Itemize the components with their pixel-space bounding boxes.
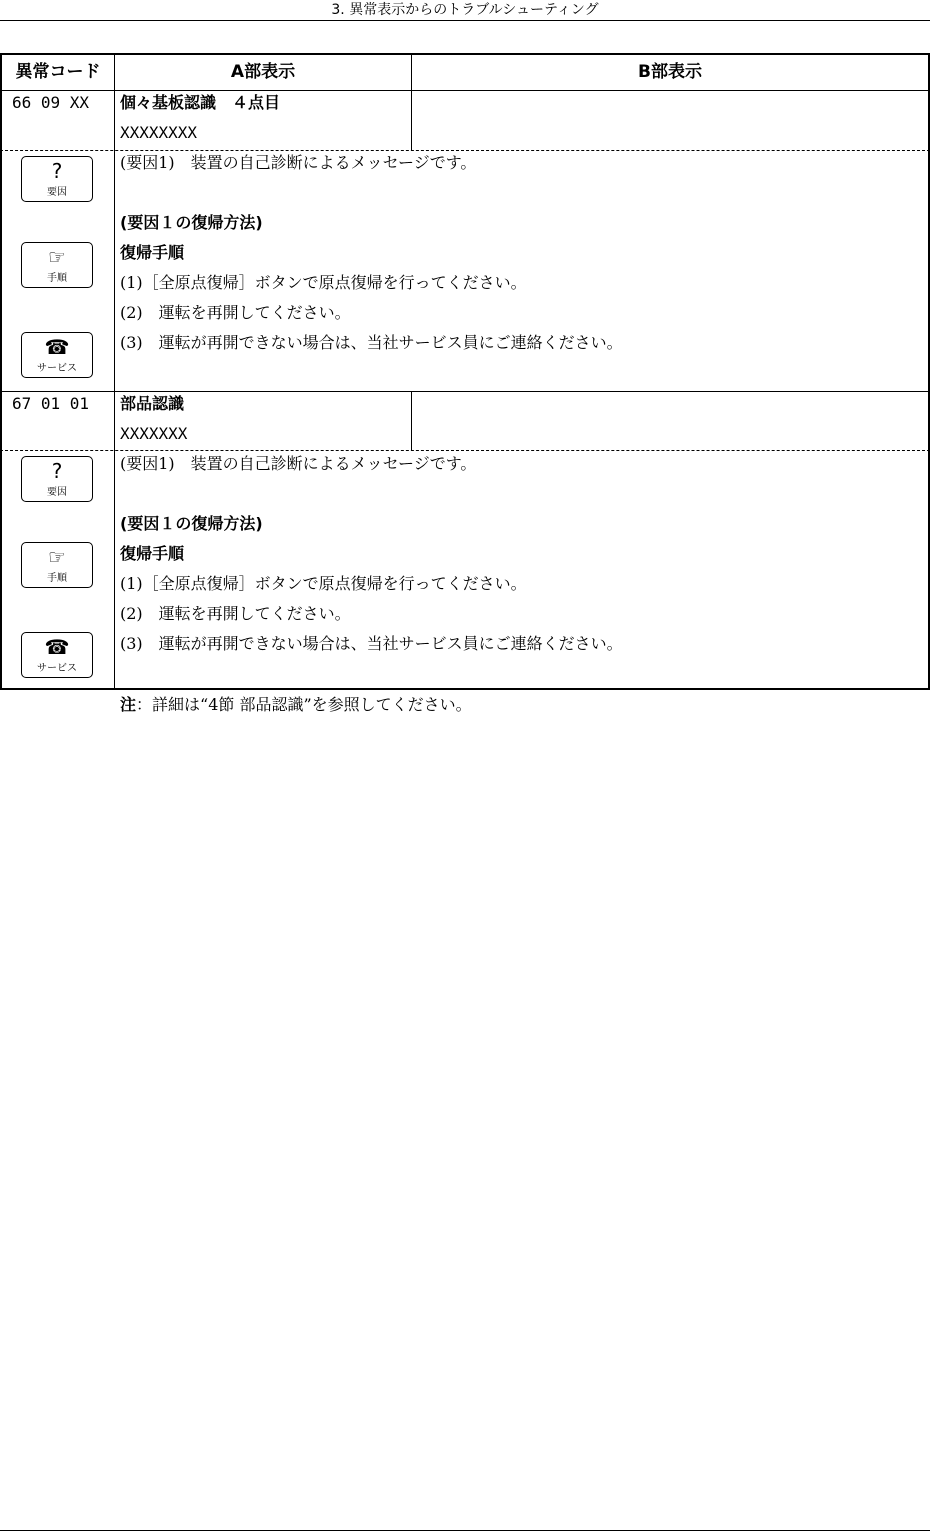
cause-icon: ? 要因 (21, 456, 93, 502)
procedure-icon: ☞ 手順 (21, 242, 93, 288)
error-code: 67 01 01 (12, 394, 90, 413)
cause-text: (要因1) 装置の自己診断によるメッセージです。 (120, 454, 477, 473)
header-b-display: B部表示 (638, 62, 702, 82)
step-3: (3) 運転が再開できない場合は、当社サービス員にご連絡ください。 (120, 333, 623, 352)
cause-text: (要因1) 装置の自己診断によるメッセージです。 (120, 153, 477, 172)
step-2: (2) 運転を再開してください。 (120, 303, 351, 322)
footnote-label: 注 (120, 695, 137, 714)
procedure-icon-label: 手順 (47, 273, 67, 284)
a-display-line1: 個々基板認識 ４点目 (120, 93, 281, 112)
recovery-heading: (要因１の復帰方法) (120, 514, 263, 533)
service-icon-label: サービス (37, 663, 77, 674)
service-phone-icon: ☎ サービス (21, 332, 93, 378)
procedure-icon-label: 手順 (47, 573, 67, 584)
footer-rule (0, 1530, 930, 1531)
service-icon-label: サービス (37, 363, 77, 374)
footnote-text: ：詳細は“4節 部品認識”を参照してください。 (136, 695, 472, 714)
cause-icon-label: 要因 (47, 187, 67, 198)
procedure-heading: 復帰手順 (120, 544, 185, 563)
a-display-line1: 部品認識 (120, 394, 185, 413)
header-code: 異常コード (15, 62, 101, 82)
step-2: (2) 運転を再開してください。 (120, 604, 351, 623)
cause-icon-label: 要因 (47, 487, 67, 498)
recovery-heading: (要因１の復帰方法) (120, 213, 263, 232)
cause-icon: ? 要因 (21, 156, 93, 202)
page-header-title: 3. 異常表示からのトラブルシューティング (331, 2, 599, 18)
procedure-heading: 復帰手順 (120, 243, 185, 262)
service-phone-icon: ☎ サービス (21, 632, 93, 678)
step-1: (1)［全原点復帰］ボタンで原点復帰を行ってください。 (120, 273, 527, 292)
footnote (120, 690, 472, 720)
error-code: 66 09 XX (12, 93, 90, 112)
a-display-line2: XXXXXXX (120, 424, 188, 443)
procedure-icon: ☞ 手順 (21, 542, 93, 588)
step-3: (3) 運転が再開できない場合は、当社サービス員にご連絡ください。 (120, 634, 623, 653)
step-1: (1)［全原点復帰］ボタンで原点復帰を行ってください。 (120, 574, 527, 593)
a-display-line2: XXXXXXXX (120, 123, 198, 142)
header-a-display: A部表示 (230, 62, 296, 82)
header-rule (0, 20, 930, 21)
